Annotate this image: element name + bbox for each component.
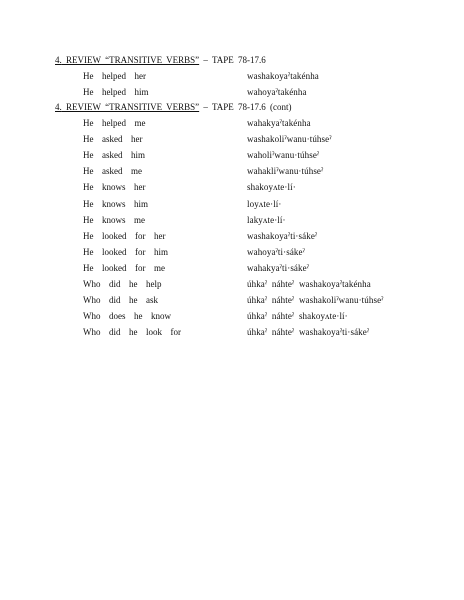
vocab-row bbox=[0, 310, 464, 323]
oneida-translation: shakoyʌte·lí· bbox=[247, 182, 296, 193]
english-phrase: He looked for her bbox=[83, 230, 166, 241]
vocab-row bbox=[0, 278, 464, 291]
vocab-row bbox=[0, 230, 464, 243]
oneida-translation: úhkaˀ náhteˀ shakoyʌte·lí· bbox=[247, 311, 348, 322]
oneida-translation: washakoyaˀti·sákeˀ bbox=[247, 230, 318, 241]
english-phrase: Who does he know bbox=[83, 311, 171, 322]
oneida-translation: loyʌte·lí· bbox=[247, 198, 282, 209]
english-phrase: He helped me bbox=[83, 118, 146, 128]
heading-2-prefix: 4. bbox=[55, 102, 62, 112]
english-phrase: He looked for him bbox=[83, 246, 168, 257]
heading-2-rest: – TAPE 78-17.6 (cont) bbox=[199, 102, 292, 112]
vocab-row bbox=[0, 326, 464, 339]
english-phrase: He helped her bbox=[83, 71, 146, 81]
oneida-translation: wahakyaˀti·sákeˀ bbox=[247, 262, 310, 273]
oneida-translation: úhkaˀ náhteˀ washakoyaˀtakénha bbox=[247, 279, 371, 289]
english-phrase: He asked me bbox=[83, 166, 142, 177]
vocab-row bbox=[0, 214, 464, 227]
vocab-row bbox=[0, 181, 464, 194]
english-phrase: He helped him bbox=[83, 87, 149, 97]
vocab-row bbox=[0, 117, 464, 130]
oneida-translation: washakoyaˀtakénha bbox=[247, 71, 319, 81]
english-phrase: He knows him bbox=[83, 198, 148, 209]
english-phrase: He asked her bbox=[83, 134, 143, 145]
vocab-row bbox=[0, 86, 464, 99]
heading-1-title: REVIEW “TRANSITIVE VERBS” bbox=[66, 55, 200, 65]
english-phrase: Who did he help bbox=[83, 279, 162, 289]
english-phrase: Who did he ask bbox=[83, 295, 158, 306]
vocab-row bbox=[0, 70, 464, 83]
vocab-row bbox=[0, 198, 464, 211]
english-phrase: He looked for me bbox=[83, 262, 165, 273]
english-phrase: Who did he look for bbox=[83, 327, 181, 338]
section-heading-2 bbox=[55, 101, 292, 113]
oneida-translation: úhkaˀ náhteˀ washakoyaˀti·sákeˀ bbox=[247, 327, 370, 338]
english-phrase: He knows her bbox=[83, 182, 146, 193]
vocab-row bbox=[0, 133, 464, 146]
vocab-row bbox=[0, 246, 464, 259]
heading-1-prefix: 4. bbox=[55, 55, 62, 65]
oneida-translation: washakoliˀwanu·túhseˀ bbox=[247, 134, 332, 145]
vocab-row bbox=[0, 149, 464, 162]
oneida-translation: waholiˀwanu·túhseˀ bbox=[247, 150, 320, 161]
oneida-translation: úhkaˀ náhteˀ washakoliˀwanu·túhseˀ bbox=[247, 295, 384, 306]
vocab-row bbox=[0, 165, 464, 178]
english-phrase: He asked him bbox=[83, 150, 145, 161]
oneida-translation: wahakliˀwanu·túhseˀ bbox=[247, 166, 324, 177]
oneida-translation: lakyʌte·lí· bbox=[247, 214, 286, 225]
english-phrase: He knows me bbox=[83, 214, 145, 225]
heading-2-title: REVIEW “TRANSITIVE VERBS” bbox=[66, 102, 200, 112]
vocab-row bbox=[0, 262, 464, 275]
heading-1-rest: – TAPE 78-17.6 bbox=[199, 55, 266, 65]
oneida-translation: wahakyaˀtakénha bbox=[247, 118, 311, 128]
oneida-translation: wahoyaˀti·sákeˀ bbox=[247, 246, 305, 257]
section-heading-1 bbox=[55, 54, 266, 66]
oneida-translation: wahoyaˀtakénha bbox=[247, 87, 307, 97]
vocab-row bbox=[0, 294, 464, 307]
